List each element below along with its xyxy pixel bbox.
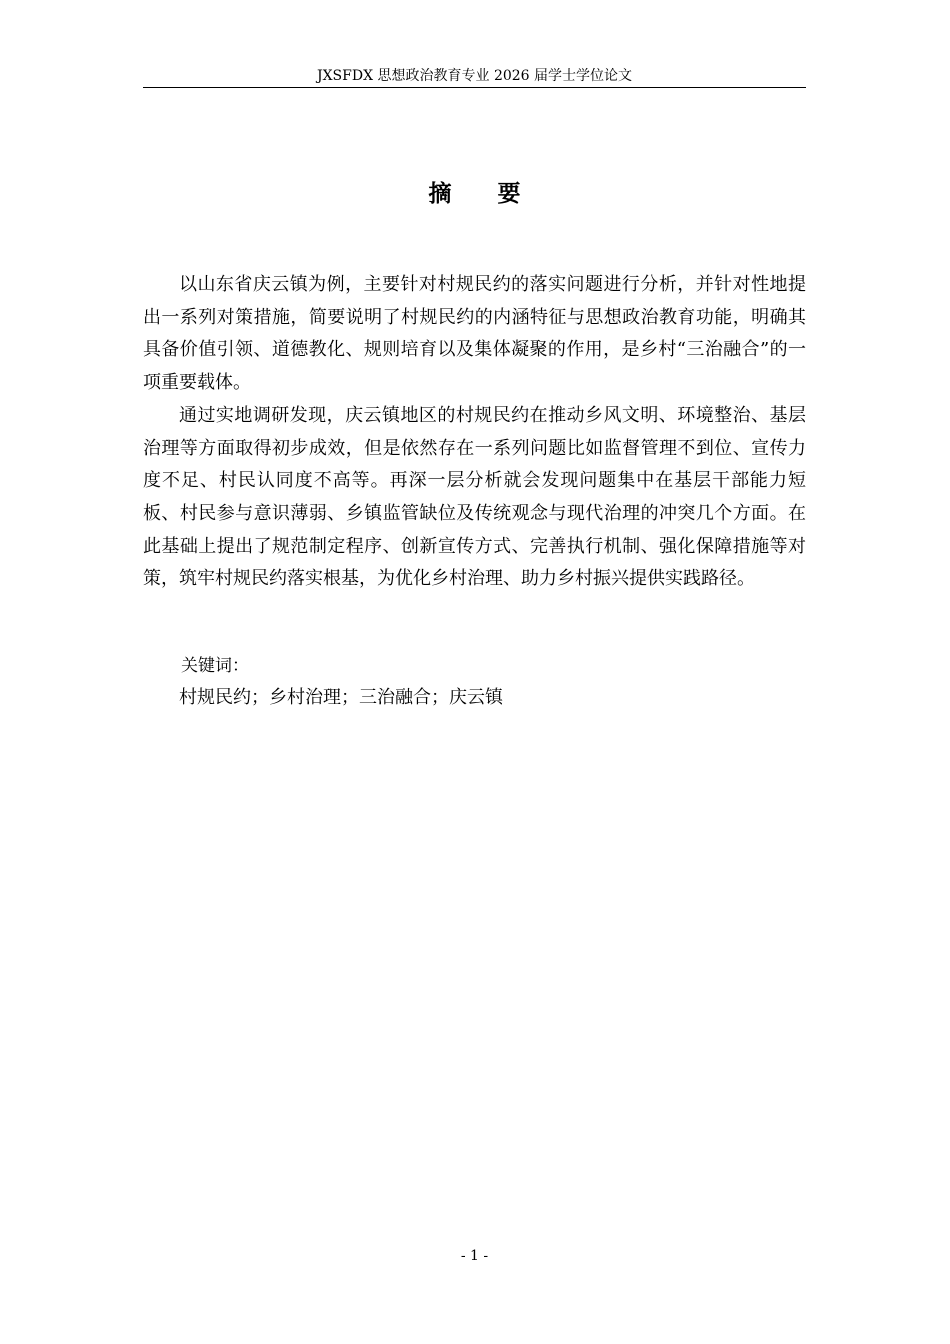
abstract-paragraph-2: 通过实地调研发现，庆云镇地区的村规民约在推动乡风文明、环境整治、基层治理等方面取得初步成效，但是依然存在一系列问题比如监督管理不到位、宣传力度不足、村民认同度不高等。再深一层分析就会发现问题集中在基层干部能力短板、村民参与意识薄弱、乡镇监管缺位及传统观念与现代治理的冲突几个方面。在此基础上提出了规范制定程序、创新宣传方式、完善执行机制、强化保障措施等对策，筑牢村规民约落实根基，为优化乡村治理、助力乡村振兴提供实践路径。 [143,404,806,590]
abstract-title: 摘 要 [428,181,540,207]
keywords-label: 关键词： [181,656,249,676]
page-number: - 1 - [460,1248,489,1264]
page-header: JXSFDX 思想政治教育专业 2026 届学士学位论文 [143,66,806,88]
abstract-paragraph-1: 以山东省庆云镇为例，主要针对村规民约的落实问题进行分析，并针对性地提出一系列对策措施，简要说明了村规民约的内涵特征与思想政治教育功能，明确其具备价值引领、道德教化、规则培育以及集体凝聚的作用，是乡村“三治融合”的一项重要载体。 [143,274,806,394]
abstract-body [143,269,806,596]
keywords-list: 村规民约；乡村治理；三治融合；庆云镇 [179,687,503,708]
